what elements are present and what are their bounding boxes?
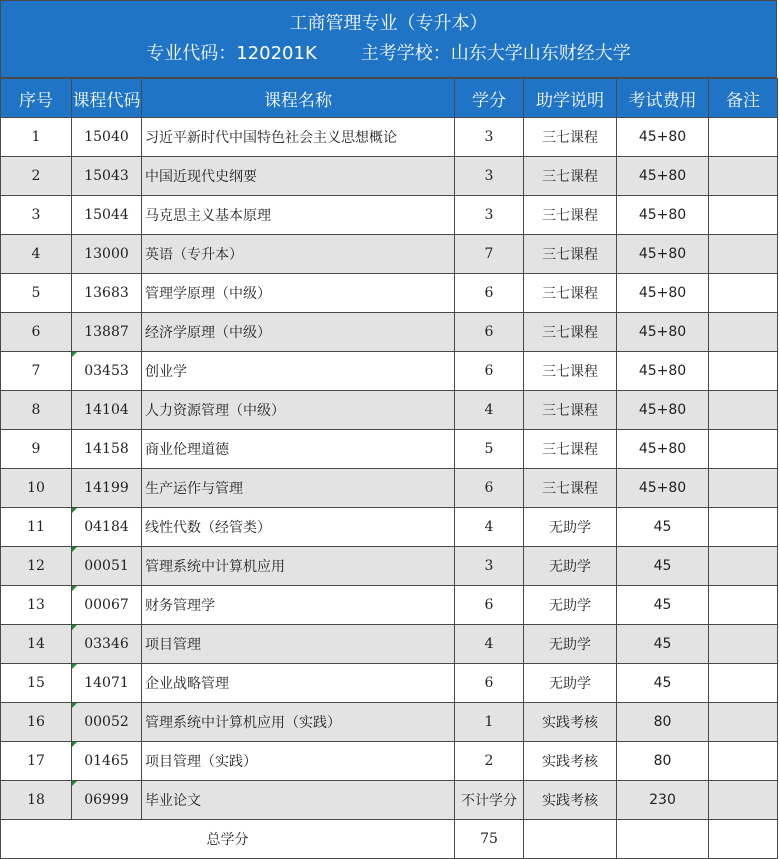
course-name-cell[interactable]: 马克思主义基本原理 — [142, 196, 455, 235]
fee-cell[interactable]: 230 — [617, 781, 709, 820]
course-table — [0, 78, 778, 859]
assist-cell[interactable]: 三七课程 — [524, 313, 617, 352]
credit-cell[interactable]: 2 — [455, 742, 524, 781]
course-name-cell[interactable]: 毕业论文 — [142, 781, 455, 820]
note-cell[interactable] — [709, 430, 778, 469]
course-code-cell[interactable]: 13887 — [72, 313, 142, 352]
course-name-cell[interactable]: 经济学原理（中级） — [142, 313, 455, 352]
course-code-cell[interactable]: 13683 — [72, 274, 142, 313]
row-no-cell[interactable]: 10 — [1, 469, 72, 508]
assist-cell[interactable]: 无助学 — [524, 664, 617, 703]
row-no-cell[interactable]: 16 — [1, 703, 72, 742]
credit-cell[interactable]: 1 — [455, 703, 524, 742]
total-row — [1, 820, 778, 859]
credit-cell[interactable]: 4 — [455, 625, 524, 664]
credit-cell[interactable]: 4 — [455, 508, 524, 547]
course-code-cell[interactable]: 04184 — [72, 508, 142, 547]
fee-cell[interactable]: 45+80 — [617, 430, 709, 469]
fee-cell[interactable]: 45+80 — [617, 274, 709, 313]
note-cell[interactable] — [709, 391, 778, 430]
note-cell[interactable] — [709, 625, 778, 664]
header-row — [1, 79, 778, 118]
note-cell[interactable] — [709, 313, 778, 352]
fee-cell[interactable]: 45+80 — [617, 352, 709, 391]
fee-cell[interactable]: 45+80 — [617, 235, 709, 274]
col-header-credit[interactable]: 学分 — [455, 79, 524, 118]
row-no-cell[interactable]: 1 — [1, 118, 72, 157]
course-code-cell[interactable]: 15044 — [72, 196, 142, 235]
fee-cell[interactable]: 45 — [617, 625, 709, 664]
course-name-cell[interactable]: 中国近现代史纲要 — [142, 157, 455, 196]
total-credit-cell[interactable]: 75 — [455, 820, 524, 859]
course-code-cell[interactable]: 14199 — [72, 469, 142, 508]
table-row — [1, 118, 778, 157]
total-empty-cell[interactable] — [617, 820, 709, 859]
table-row — [1, 196, 778, 235]
course-name-cell[interactable]: 商业伦理道德 — [142, 430, 455, 469]
course-code-cell[interactable]: 00052 — [72, 703, 142, 742]
cell-marker-icon — [72, 703, 77, 708]
course-code-cell[interactable]: 00067 — [72, 586, 142, 625]
course-name-cell[interactable]: 项目管理（实践） — [142, 742, 455, 781]
course-name-cell[interactable]: 线性代数（经管类） — [142, 508, 455, 547]
assist-cell[interactable]: 三七课程 — [524, 157, 617, 196]
credit-cell[interactable]: 6 — [455, 586, 524, 625]
note-cell[interactable] — [709, 196, 778, 235]
exam-school: 主考学校：山东大学山东财经大学 — [360, 43, 631, 64]
note-cell[interactable] — [709, 742, 778, 781]
fee-cell[interactable]: 80 — [617, 703, 709, 742]
fee-cell[interactable]: 45+80 — [617, 196, 709, 235]
credit-cell[interactable]: 不计学分 — [455, 781, 524, 820]
credit-cell[interactable]: 4 — [455, 391, 524, 430]
assist-cell[interactable]: 三七课程 — [524, 118, 617, 157]
cell-marker-icon — [72, 352, 77, 357]
note-cell[interactable] — [709, 547, 778, 586]
fee-cell[interactable]: 45 — [617, 547, 709, 586]
row-no-cell[interactable]: 12 — [1, 547, 72, 586]
row-no-cell[interactable]: 5 — [1, 274, 72, 313]
note-cell[interactable] — [709, 586, 778, 625]
table-row — [1, 469, 778, 508]
assist-cell[interactable]: 三七课程 — [524, 391, 617, 430]
course-code-cell[interactable]: 06999 — [72, 781, 142, 820]
note-cell[interactable] — [709, 352, 778, 391]
cell-marker-icon — [72, 664, 77, 669]
col-header-no[interactable]: 序号 — [1, 79, 72, 118]
row-no-cell[interactable]: 2 — [1, 157, 72, 196]
course-name-cell[interactable]: 英语（专升本） — [142, 235, 455, 274]
note-cell[interactable] — [709, 235, 778, 274]
course-name-cell[interactable]: 创业学 — [142, 352, 455, 391]
course-code-cell[interactable]: 14071 — [72, 664, 142, 703]
course-code-cell[interactable]: 00051 — [72, 547, 142, 586]
row-no-cell[interactable]: 7 — [1, 352, 72, 391]
row-no-cell[interactable]: 17 — [1, 742, 72, 781]
table-row — [1, 742, 778, 781]
col-header-code[interactable]: 课程代码 — [72, 79, 142, 118]
course-name-cell[interactable]: 生产运作与管理 — [142, 469, 455, 508]
cell-marker-icon — [72, 781, 77, 786]
credit-cell[interactable]: 6 — [455, 664, 524, 703]
fee-cell[interactable]: 45 — [617, 508, 709, 547]
col-header-name[interactable]: 课程名称 — [142, 79, 455, 118]
row-no-cell[interactable]: 18 — [1, 781, 72, 820]
major-code: 专业代码：120201K — [146, 43, 317, 64]
subtitle-line — [1, 39, 776, 65]
credit-cell[interactable]: 3 — [455, 118, 524, 157]
assist-cell[interactable]: 三七课程 — [524, 469, 617, 508]
course-name-cell[interactable]: 企业战略管理 — [142, 664, 455, 703]
assist-cell[interactable]: 三七课程 — [524, 196, 617, 235]
fee-cell[interactable]: 45+80 — [617, 469, 709, 508]
note-cell[interactable] — [709, 508, 778, 547]
cell-marker-icon — [72, 547, 77, 552]
credit-cell[interactable]: 3 — [455, 196, 524, 235]
table-row — [1, 508, 778, 547]
row-no-cell[interactable]: 14 — [1, 625, 72, 664]
table-row — [1, 235, 778, 274]
assist-cell[interactable]: 三七课程 — [524, 274, 617, 313]
table-row — [1, 703, 778, 742]
table-row — [1, 625, 778, 664]
assist-cell[interactable]: 三七课程 — [524, 430, 617, 469]
title-block — [0, 0, 777, 78]
course-code-cell[interactable]: 14158 — [72, 430, 142, 469]
course-code-cell[interactable]: 15040 — [72, 118, 142, 157]
page-title: 工商管理专业（专升本） — [289, 13, 488, 34]
course-code-cell[interactable]: 03346 — [72, 625, 142, 664]
assist-cell[interactable]: 三七课程 — [524, 235, 617, 274]
course-name-cell[interactable]: 习近平新时代中国特色社会主义思想概论 — [142, 118, 455, 157]
table-row — [1, 430, 778, 469]
col-header-assist[interactable]: 助学说明 — [524, 79, 617, 118]
course-code-cell[interactable]: 13000 — [72, 235, 142, 274]
assist-cell[interactable]: 无助学 — [524, 586, 617, 625]
course-name-cell[interactable]: 项目管理 — [142, 625, 455, 664]
course-name-cell[interactable]: 管理学原理（中级） — [142, 274, 455, 313]
credit-cell[interactable]: 5 — [455, 430, 524, 469]
course-code-cell[interactable]: 03453 — [72, 352, 142, 391]
row-no-cell[interactable]: 6 — [1, 313, 72, 352]
note-cell[interactable] — [709, 118, 778, 157]
cell-marker-icon — [72, 586, 77, 591]
course-code-cell[interactable]: 01465 — [72, 742, 142, 781]
row-no-cell[interactable]: 8 — [1, 391, 72, 430]
assist-cell[interactable]: 无助学 — [524, 625, 617, 664]
fee-cell[interactable]: 45 — [617, 586, 709, 625]
row-no-cell[interactable]: 11 — [1, 508, 72, 547]
assist-cell[interactable]: 无助学 — [524, 508, 617, 547]
course-code-cell[interactable]: 15043 — [72, 157, 142, 196]
table-row — [1, 313, 778, 352]
col-header-fee[interactable]: 考试费用 — [617, 79, 709, 118]
cell-marker-icon — [72, 742, 77, 747]
assist-cell[interactable]: 实践考核 — [524, 781, 617, 820]
course-name-cell[interactable]: 人力资源管理（中级） — [142, 391, 455, 430]
table-row — [1, 274, 778, 313]
table-row — [1, 547, 778, 586]
row-no-cell[interactable]: 15 — [1, 664, 72, 703]
table-row — [1, 586, 778, 625]
credit-cell[interactable]: 7 — [455, 235, 524, 274]
table-row — [1, 391, 778, 430]
course-name-cell[interactable]: 财务管理学 — [142, 586, 455, 625]
credit-cell[interactable]: 6 — [455, 352, 524, 391]
total-label-cell[interactable]: 总学分 — [1, 820, 455, 859]
course-code-cell[interactable]: 14104 — [72, 391, 142, 430]
cell-marker-icon — [72, 508, 77, 513]
total-empty-cell[interactable] — [524, 820, 617, 859]
fee-cell[interactable]: 45+80 — [617, 157, 709, 196]
row-no-cell[interactable]: 3 — [1, 196, 72, 235]
row-no-cell[interactable]: 4 — [1, 235, 72, 274]
row-no-cell[interactable]: 9 — [1, 430, 72, 469]
fee-cell[interactable]: 45+80 — [617, 118, 709, 157]
fee-cell[interactable]: 80 — [617, 742, 709, 781]
course-name-cell[interactable]: 管理系统中计算机应用（实践） — [142, 703, 455, 742]
credit-cell[interactable]: 6 — [455, 313, 524, 352]
note-cell[interactable] — [709, 664, 778, 703]
credit-cell[interactable]: 3 — [455, 157, 524, 196]
credit-cell[interactable]: 6 — [455, 469, 524, 508]
table-row — [1, 352, 778, 391]
col-header-note[interactable]: 备注 — [709, 79, 778, 118]
note-cell[interactable] — [709, 781, 778, 820]
assist-cell[interactable]: 三七课程 — [524, 352, 617, 391]
cell-marker-icon — [72, 625, 77, 630]
table-row — [1, 781, 778, 820]
note-cell[interactable] — [709, 274, 778, 313]
credit-cell[interactable]: 6 — [455, 274, 524, 313]
assist-cell[interactable]: 实践考核 — [524, 742, 617, 781]
note-cell[interactable] — [709, 703, 778, 742]
table-row — [1, 157, 778, 196]
course-name-cell[interactable]: 管理系统中计算机应用 — [142, 547, 455, 586]
assist-cell[interactable]: 无助学 — [524, 547, 617, 586]
note-cell[interactable] — [709, 469, 778, 508]
assist-cell[interactable]: 实践考核 — [524, 703, 617, 742]
fee-cell[interactable]: 45+80 — [617, 313, 709, 352]
fee-cell[interactable]: 45 — [617, 664, 709, 703]
table-row — [1, 664, 778, 703]
total-empty-cell[interactable] — [709, 820, 778, 859]
note-cell[interactable] — [709, 157, 778, 196]
row-no-cell[interactable]: 13 — [1, 586, 72, 625]
credit-cell[interactable]: 3 — [455, 547, 524, 586]
fee-cell[interactable]: 45+80 — [617, 391, 709, 430]
